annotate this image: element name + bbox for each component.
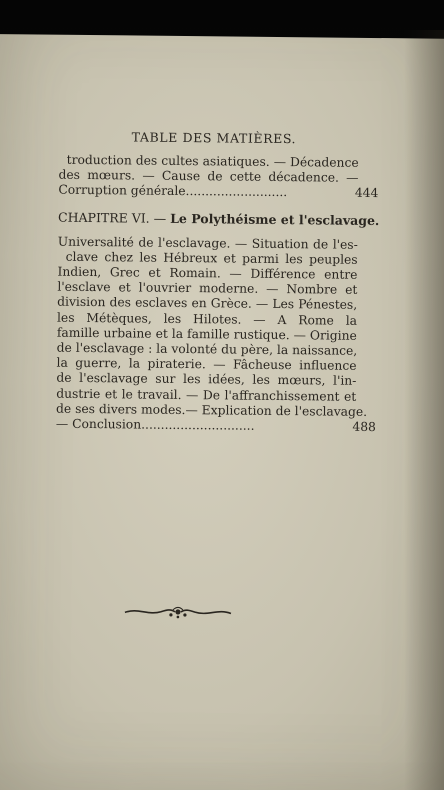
entry-line: troduction des cultes asiatiques. — Décadence xyxy=(66,152,359,170)
table-of-contents xyxy=(55,129,380,435)
entry-line-with-leader xyxy=(58,183,379,201)
summary-line: de ses divers modes.— Explication de l'esclavage. xyxy=(56,401,368,419)
entry-text: Corruption générale xyxy=(58,183,186,199)
summary-line: division des esclaves en Grèce. — Les Pénestes, xyxy=(57,295,358,313)
summary-line: de l'esclavage sur les idées, les mœurs, l'in- xyxy=(56,371,357,389)
summary-line: la guerre, la piraterie. — Fâcheuse influence xyxy=(56,355,357,374)
summary-line: l'esclave et l'ouvrier moderne. — Nombre et xyxy=(57,279,358,298)
dot-leader: ............................. xyxy=(141,417,255,433)
chapter-title: Le Polythéisme et l'esclavage. xyxy=(170,210,380,228)
entry-text: — Conclusion xyxy=(55,416,142,432)
summary-line: les Métèques, les Hilotes. — A Rome la xyxy=(56,310,358,328)
summary-line-with-leader xyxy=(55,416,376,435)
chapter-label: CHAPITRE VI. — xyxy=(58,209,167,226)
page-edge-shadow xyxy=(404,30,444,790)
entry-line: des mœurs. — Cause de cette décadence. — xyxy=(58,167,359,186)
summary-line: dustrie et le travail. — De l'affranchissement et xyxy=(56,386,357,404)
chapter-summary xyxy=(55,234,376,435)
page-header: TABLE DES MATIÈRES. xyxy=(131,129,297,147)
summary-line: famille urbaine et la famille rustique. — Origine xyxy=(56,325,357,343)
summary-line: de l'esclavage : la volonté du père, la naissance, xyxy=(56,340,358,358)
summary-line: clave chez les Hébreux et parmi les peuples xyxy=(65,249,358,267)
page-number: 488 xyxy=(352,419,376,435)
book-page xyxy=(0,34,444,790)
page-number: 444 xyxy=(354,186,379,201)
dot-leader: .......................... xyxy=(185,184,288,200)
summary-line: Universalité de l'esclavage. — Situation de l'es- xyxy=(57,234,358,252)
continued-entry xyxy=(58,152,379,202)
summary-line: Indien, Grec et Romain. — Différence entre xyxy=(57,264,358,282)
fleuron-ornament-icon xyxy=(123,603,233,620)
chapter-heading xyxy=(58,209,380,228)
